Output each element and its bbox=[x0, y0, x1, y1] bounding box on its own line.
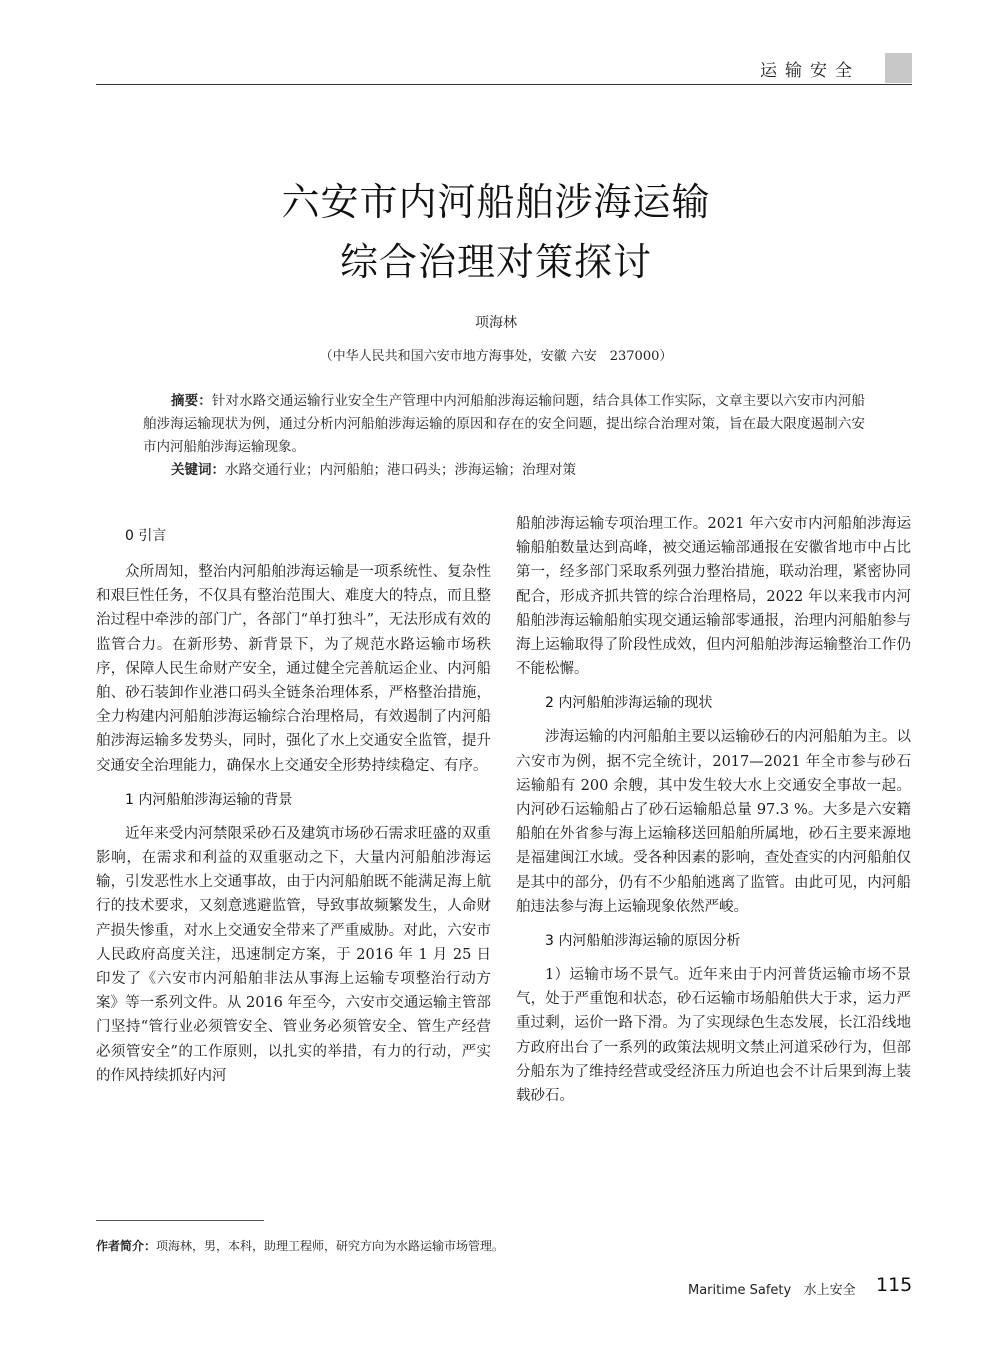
footnote-text: 项海林，男，本科，助理工程师，研究方向为水路运输市场管理。 bbox=[156, 1239, 505, 1253]
section-header: 运输安全 bbox=[760, 61, 860, 81]
abstract-label: 摘要： bbox=[171, 393, 212, 409]
keywords-text: 水路交通行业；内河船舶；港口码头；涉海运输；治理对策 bbox=[225, 462, 576, 478]
column-left bbox=[96, 512, 491, 1088]
keywords-label: 关键词： bbox=[171, 462, 225, 478]
abstract-block bbox=[143, 390, 865, 482]
title-line-2: 综合治理对策探讨 bbox=[339, 240, 652, 284]
journal-name-en: Maritime Safety bbox=[688, 1283, 792, 1298]
section-0-paragraph: 众所周知，整治内河船舶涉海运输是一项系统性、复杂性和艰巨性任务，不仅具有整治范围大、难度大的特点，而且整治过程中牵涉的部门广，各部门“单打独斗”，无法形成有效的监管合力。在新形势、新背景下，为了规范水路运输市场秩序，保障人民生命财产安全，通过健全完善航运企业、内河船舶、砂石装卸作业港口码头全链条治理体系，严格整治措施，全力构建内河船舶涉海运输综合治理格局，有效遏制了内河船舶涉海运输多发势头，同时，强化了水上交通安全监管，提升交通安全治理能力，确保水上交通安全形势持续稳定、有序。 bbox=[96, 564, 491, 774]
section-heading-1: 1 内河船舶涉海运输的背景 bbox=[125, 791, 293, 808]
section-1-paragraph: 近年来受内河禁限采砂石及建筑市场砂石需求旺盛的双重影响，在需求和利益的双重驱动之下，大量内河船舶涉海运输，引发恶性水上交通事故，由于内河船舶既不能满足海上航行的技术要求，又刻意逃避监管，导致事故频繁发生，人命财产损失惨重，对水上交通安全带来了严重威胁。对此，六安市人民政府高度关注，迅速制定方案，于 2016 年 1 月 25 日印发了《六安市内河船舶非法从事海上运输专项整治行动方案》等一系列文件。从 2016 年至今，六安市交通运输主管部门坚持“管行业必须管安全、管业务必须管安全、管生产经营必须管安全”的工作原则，以扎实的举措，有力的行动，严实的作风持续抓好内河 bbox=[96, 825, 491, 1084]
footer-journal-name bbox=[688, 1279, 868, 1298]
section-1-paragraph-continued: 船舶涉海运输专项治理工作。2021 年六安市内河船舶涉海运输船舶数量达到高峰，被交通运输部通报在安徽省地市中占比第一，经多部门采取系列强力整治措施，联动治理，紧密协同配合，形成齐抓共管的综合治理格局，2022 年以来我市内河船舶涉海运输船舶实现交通运输部零通报，治理内河船舶参与海上运输取得了阶段性成效，但内河船舶涉海运输整治工作仍不能松懈。 bbox=[516, 516, 911, 678]
section-3-paragraph: 1）运输市场不景气。近年来由于内河普货运输市场不景气，处于严重饱和状态，砂石运输市场船舶供大于求，运力严重过剩，运价一路下滑。为了实现绿色生态发展，长江沿线地方政府出台了一系列的政策法规明文禁止河道采砂行为，但部分船东为了维持经营或受经济压力所迫也会不计后果到海上装载砂石。 bbox=[516, 967, 911, 1105]
header-rule bbox=[96, 84, 912, 85]
title-line-1: 六安市内河船舶涉海运输 bbox=[281, 180, 711, 224]
section-heading-3: 3 内河船舶涉海运输的原因分析 bbox=[545, 933, 741, 950]
header-tab-decoration bbox=[885, 53, 912, 83]
author-affiliation: （中华人民共和国六安市地方海事处，安徽 六安 237000） bbox=[319, 349, 673, 364]
column-right bbox=[516, 512, 911, 1108]
abstract-text: 针对水路交通运输行业安全生产管理中内河船舶涉海运输问题，结合具体工作实际，文章主要以六安市内河船舶涉海运输现状为例，通过分析内河船舶涉海运输的原因和存在的安全问题，提出综合治理对策，旨在最大限度遏制六安市内河船舶涉海运输现象。 bbox=[143, 393, 866, 455]
section-2-paragraph: 涉海运输的内河船舶主要以运输砂石的内河船舶为主。以六安市为例，据不完全统计，2017—2021 年全市参与砂石运输船有 200 余艘，其中发生较大水上交通安全事故一起。内河砂石运输船占了砂石运输船总量 97.3 %。大多是六安籍船舶在外省参与海上运输移送回船舶所属地，砂石主要来源地是福建闽江水域。受各种因素的影响，查处查实的内河船舶仅是其中的部分，仍有不少船舶逃离了监管。由此可见，内河船舶违法参与海上运输现象依然严峻。 bbox=[516, 729, 911, 915]
author-footnote bbox=[96, 1237, 916, 1254]
footnote-rule bbox=[96, 1220, 264, 1221]
section-heading-2: 2 内河船舶涉海运输的现状 bbox=[545, 695, 713, 712]
abstract bbox=[143, 390, 865, 459]
footnote-label: 作者简介： bbox=[96, 1239, 157, 1253]
page-number: 115 bbox=[876, 1274, 913, 1296]
article-title bbox=[96, 172, 896, 292]
author-name: 项海林 bbox=[475, 315, 517, 331]
journal-name-cn: 水上安全 bbox=[803, 1283, 856, 1298]
keywords bbox=[143, 459, 865, 482]
section-heading-0: 0 引言 bbox=[125, 528, 167, 544]
